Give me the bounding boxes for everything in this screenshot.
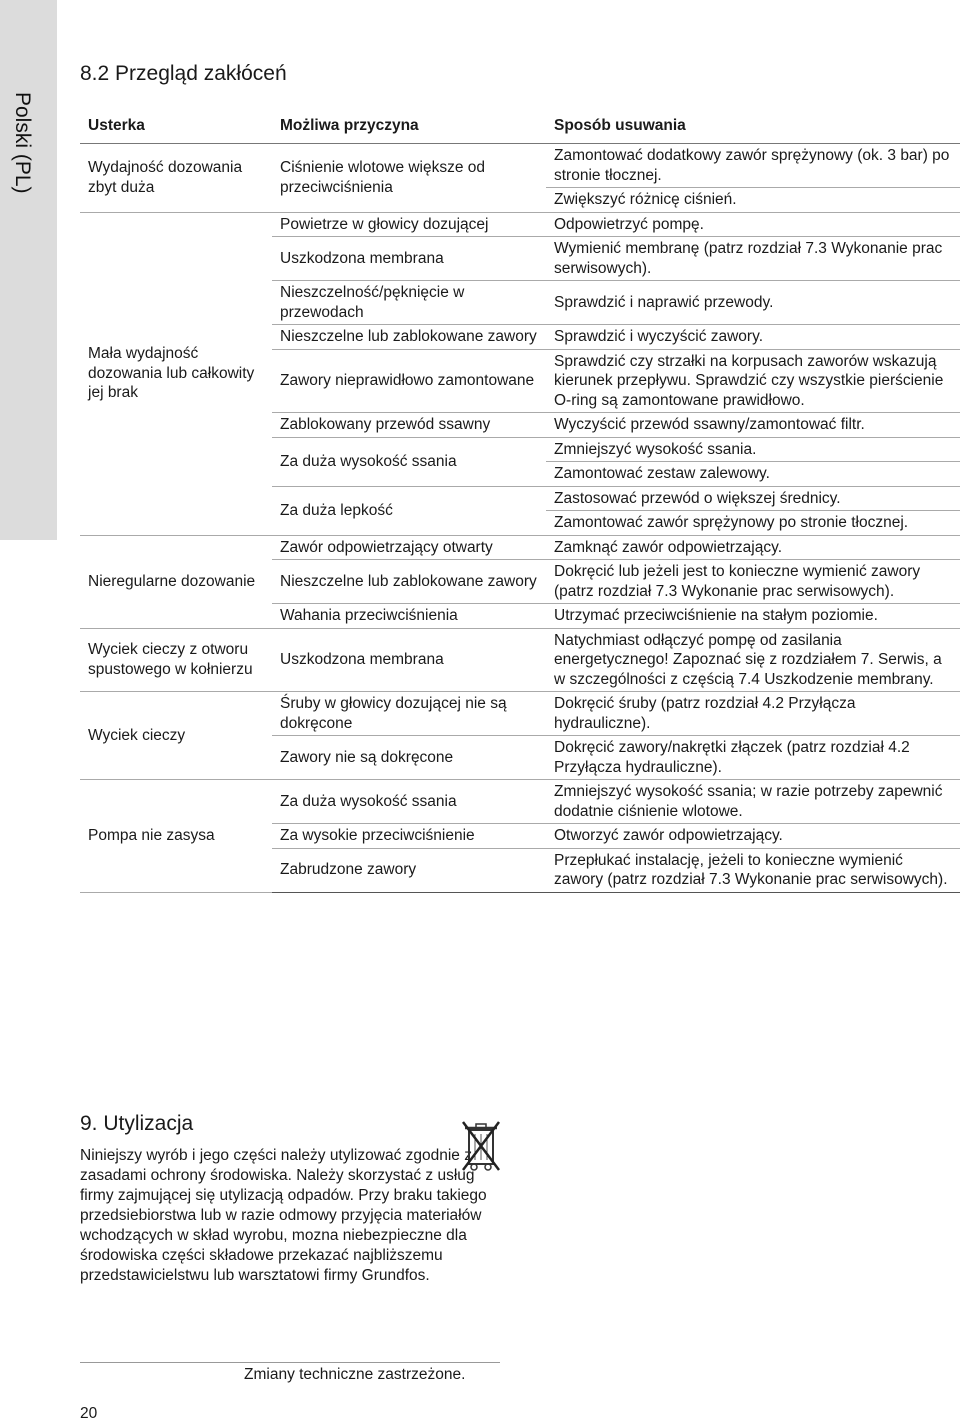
remedy-cell: Wymienić membranę (patrz rozdział 7.3 Wykonanie prac serwisowych). bbox=[546, 237, 960, 281]
fault-cell: Nieregularne dozowanie bbox=[80, 535, 272, 628]
remedy-cell: Dokręcić śruby (patrz rozdział 4.2 Przyłącza hydrauliczne). bbox=[546, 692, 960, 736]
cause-cell: Zabrudzone zawory bbox=[272, 848, 546, 892]
cause-cell: Za duża wysokość ssania bbox=[272, 780, 546, 824]
page-number: 20 bbox=[80, 1405, 98, 1422]
remedy-cell: Zwiększyć różnicę ciśnień. bbox=[546, 188, 960, 213]
remedy-cell: Sprawdzić i wyczyścić zawory. bbox=[546, 325, 960, 350]
table-row bbox=[80, 628, 960, 692]
fault-cell: Wydajność dozowania zbyt duża bbox=[80, 144, 272, 213]
cause-cell: Uszkodzona membrana bbox=[272, 628, 546, 692]
table-row bbox=[80, 212, 960, 237]
language-label: Polski (PL) bbox=[11, 92, 34, 194]
cause-cell: Ciśnienie wlotowe większe od przeciwciśnienia bbox=[272, 144, 546, 213]
remedy-cell: Wyczyścić przewód ssawny/zamontować filtr. bbox=[546, 413, 960, 438]
cause-cell: Zawór odpowietrzający otwarty bbox=[272, 535, 546, 560]
remedy-cell: Przepłukać instalację, jeżeli to konieczne wymienić zawory (patrz rozdział 7.3 Wykonanie prac serwisowych). bbox=[546, 848, 960, 892]
remedy-cell: Zmniejszyć wysokość ssania. bbox=[546, 437, 960, 462]
remedy-cell: Natychmiast odłączyć pompę od zasilania energetycznego! Zapoznać się z rozdziałem 7. Serwis, a w szczególności z częścią 7.4 Uszkodzenie membrany. bbox=[546, 628, 960, 692]
table-row bbox=[80, 144, 960, 188]
remedy-cell: Dokręcić zawory/nakrętki złączek (patrz rozdział 4.2 Przyłącza hydrauliczne). bbox=[546, 736, 960, 780]
cause-cell: Śruby w głowicy dozującej nie są dokręcone bbox=[272, 692, 546, 736]
cause-cell: Nieszczelne lub zablokowane zawory bbox=[272, 560, 546, 604]
cause-cell: Uszkodzona membrana bbox=[272, 237, 546, 281]
cause-cell: Nieszczelne lub zablokowane zawory bbox=[272, 325, 546, 350]
cause-cell: Wahania przeciwciśnienia bbox=[272, 604, 546, 629]
cause-cell: Powietrze w głowicy dozującej bbox=[272, 212, 546, 237]
remedy-cell: Odpowietrzyć pompę. bbox=[546, 212, 960, 237]
cause-cell: Za wysokie przeciwciśnienie bbox=[272, 824, 546, 849]
fault-cell: Wyciek cieczy bbox=[80, 692, 272, 780]
table-row bbox=[80, 535, 960, 560]
cause-cell: Zablokowany przewód ssawny bbox=[272, 413, 546, 438]
fault-cell: Mała wydajność dozowania lub całkowity jej brak bbox=[80, 212, 272, 535]
table-row bbox=[80, 692, 960, 736]
footer-note: Zmiany techniczne zastrzeżone. bbox=[244, 1366, 466, 1383]
remedy-cell: Sprawdzić czy strzałki na korpusach zaworów wskazują kierunek przepływu. Sprawdzić czy wszystkie pierścienie O-ring są zamontowane prawidłowo. bbox=[546, 349, 960, 413]
remedy-cell: Otworzyć zawór odpowietrzający. bbox=[546, 824, 960, 849]
remedy-cell: Utrzymać przeciwciśnienie na stałym poziomie. bbox=[546, 604, 960, 629]
fault-cell: Pompa nie zasysa bbox=[80, 780, 272, 893]
table-header-row bbox=[80, 108, 960, 144]
remedy-cell: Zamontować zawór sprężynowy po stronie tłocznej. bbox=[546, 511, 960, 536]
remedy-cell: Sprawdzić i naprawić przewody. bbox=[546, 281, 960, 325]
remedy-cell: Zamknąć zawór odpowietrzający. bbox=[546, 535, 960, 560]
cause-cell: Za duża wysokość ssania bbox=[272, 437, 546, 486]
remedy-cell: Zmniejszyć wysokość ssania; w razie potrzeby zapewnić dodatnie ciśnienie wlotowe. bbox=[546, 780, 960, 824]
fault-cell: Wyciek cieczy z otworu spustowego w kołnierzu bbox=[80, 628, 272, 692]
disposal-title: 9. Utylizacja bbox=[80, 1112, 194, 1135]
table-body bbox=[80, 144, 960, 893]
header-remedy: Sposób usuwania bbox=[546, 108, 960, 144]
remedy-cell: Zastosować przewód o większej średnicy. bbox=[546, 486, 960, 511]
cause-cell: Zawory nieprawidłowo zamontowane bbox=[272, 349, 546, 413]
cause-cell: Nieszczelność/pęknięcie w przewodach bbox=[272, 281, 546, 325]
section-title: 8.2 Przegląd zakłóceń bbox=[80, 62, 287, 85]
header-fault: Usterka bbox=[80, 108, 272, 144]
cause-cell: Zawory nie są dokręcone bbox=[272, 736, 546, 780]
header-cause: Możliwa przyczyna bbox=[272, 108, 546, 144]
cause-cell: Za duża lepkość bbox=[272, 486, 546, 535]
remedy-cell: Zamontować dodatkowy zawór sprężynowy (ok. 3 bar) po stronie tłocznej. bbox=[546, 144, 960, 188]
remedy-cell: Dokręcić lub jeżeli jest to konieczne wymienić zawory (patrz rozdział 7.3 Wykonanie prac serwisowych). bbox=[546, 560, 960, 604]
language-side-tab bbox=[0, 0, 57, 540]
crossed-out-bin-icon bbox=[460, 1118, 502, 1174]
remedy-cell: Zamontować zestaw zalewowy. bbox=[546, 462, 960, 487]
table-row bbox=[80, 780, 960, 824]
disposal-text: Niniejszy wyrób i jego części należy utylizować zgodnie z zasadami ochrony środowiska. Należy skorzystać z usług firmy zajmującej się utylizacją odpadów. Przy braku takiego przedsiebiorstwa lub w razie odmowy przyjęcia materiałów wchodzących w skład wyrobu, mozna niebezpieczne dla środowiska części składowe przekazać najbliższemu przedstawicielstwu lub warsztatowi firmy Grundfos. bbox=[80, 1147, 487, 1284]
footer-divider bbox=[80, 1362, 500, 1363]
troubleshooting-table bbox=[80, 108, 960, 893]
